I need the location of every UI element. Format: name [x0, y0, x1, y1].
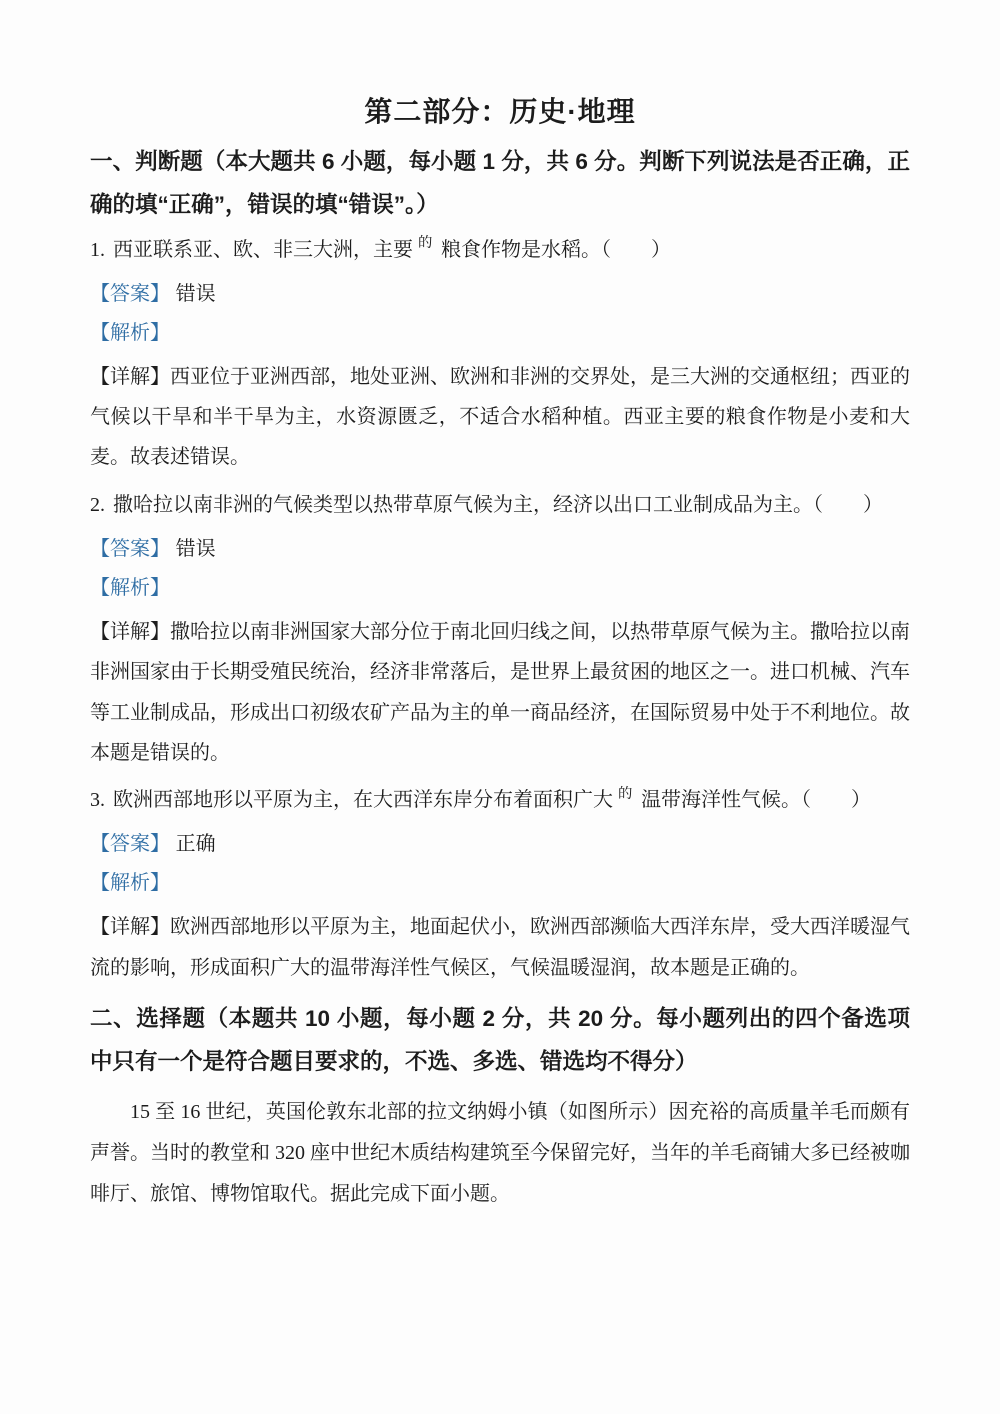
question-block-2	[90, 486, 910, 774]
question-1-text-before: 西亚联系亚、欧、非三大洲，主要	[113, 238, 413, 261]
raised-de-char: 的	[418, 235, 433, 252]
question-2-detail-text: 撒哈拉以南非洲国家大部分位于南北回归线之间，以热带草原气候为主。撒哈拉以南非洲国家由于长期受殖民统治，经济非常落后，是世界上最贫困的地区之一。进口机械、汽车等工业制成品，形成出口初级农矿产品为主的单一商品经济，在国际贸易中处于不利地位。故本题是错误的。	[90, 620, 910, 765]
question-2-number: 2.	[90, 493, 105, 516]
section2-heading: 二、选择题（本题共 10 小题，每小题 2 分，共 20 分。每小题列出的四个备选项中只有一个是符合题目要求的，不选、多选、错选均不得分）	[90, 1006, 910, 1074]
question-block-1	[90, 231, 910, 478]
section2-intro-paragraph: 15 至 16 世纪，英国伦敦东北部的拉文纳姆小镇（如图所示）因充裕的高质量羊毛而颇有声誉。当时的教堂和 320 座中世纪木质结构建筑至今保留完好，当年的羊毛商铺大多已经被咖啡厅、旅馆、博物馆取代。据此完成下面小题。	[90, 1100, 910, 1205]
question-1-text-after: 粮食作物是水稻。（ ）	[441, 238, 672, 261]
question-1-text	[90, 231, 910, 270]
analysis-label: 【解析】	[90, 872, 170, 895]
answer-label: 【答案】	[90, 833, 170, 856]
question-3-text-before: 欧洲西部地形以平原为主，在大西洋东岸分布着面积广大	[113, 789, 613, 812]
question-3-answer-line	[90, 829, 910, 859]
raised-de-char: 的	[618, 785, 633, 802]
question-1-answer-value: 错误	[175, 282, 216, 305]
question-2-answer-value: 错误	[175, 537, 216, 560]
question-1-number: 1.	[90, 238, 105, 261]
question-2-analysis-line	[90, 573, 910, 603]
detail-label: 【详解】	[90, 916, 170, 939]
detail-label: 【详解】	[90, 365, 170, 388]
question-3-number: 3.	[90, 789, 105, 812]
question-3-text-after: 温带海洋性气候。（ ）	[641, 789, 872, 812]
question-3-detail-text: 欧洲西部地形以平原为主，地面起伏小，欧洲西部濒临大西洋东岸，受大西洋暖湿气流的影响，形成面积广大的温带海洋性气候区，气候温暖湿润，故本题是正确的。	[90, 916, 910, 979]
question-2-detail-paragraph	[90, 612, 910, 774]
page-title: 第二部分：历史·地理	[364, 96, 636, 127]
detail-label: 【详解】	[90, 620, 170, 643]
analysis-label: 【解析】	[90, 576, 170, 599]
section1-heading: 一、判断题（本大题共 6 小题，每小题 1 分，共 6 分。判断下列说法是否正确，正确的填“正确”，错误的填“错误”。）	[90, 149, 910, 217]
question-2-answer-line	[90, 534, 910, 564]
question-2-text	[90, 486, 910, 525]
question-1-answer-line	[90, 279, 910, 309]
question-3-detail-paragraph	[90, 907, 910, 988]
question-block-3	[90, 781, 910, 988]
question-1-analysis-line	[90, 318, 910, 348]
answer-label: 【答案】	[90, 282, 170, 305]
question-3-analysis-line	[90, 868, 910, 898]
question-2-text-body: 撒哈拉以南非洲的气候类型以热带草原气候为主，经济以出口工业制成品为主。（ ）	[113, 493, 883, 516]
question-3-text	[90, 781, 910, 820]
analysis-label: 【解析】	[90, 321, 170, 344]
question-1-detail-paragraph	[90, 357, 910, 478]
question-1-detail-text: 西亚位于亚洲西部，地处亚洲、欧洲和非洲的交界处，是三大洲的交通枢纽；西亚的气候以干旱和半干旱为主，水资源匮乏，不适合水稻种植。西亚主要的粮食作物是小麦和大麦。故表述错误。	[90, 365, 910, 469]
answer-label: 【答案】	[90, 537, 170, 560]
question-3-answer-value: 正确	[175, 833, 216, 856]
